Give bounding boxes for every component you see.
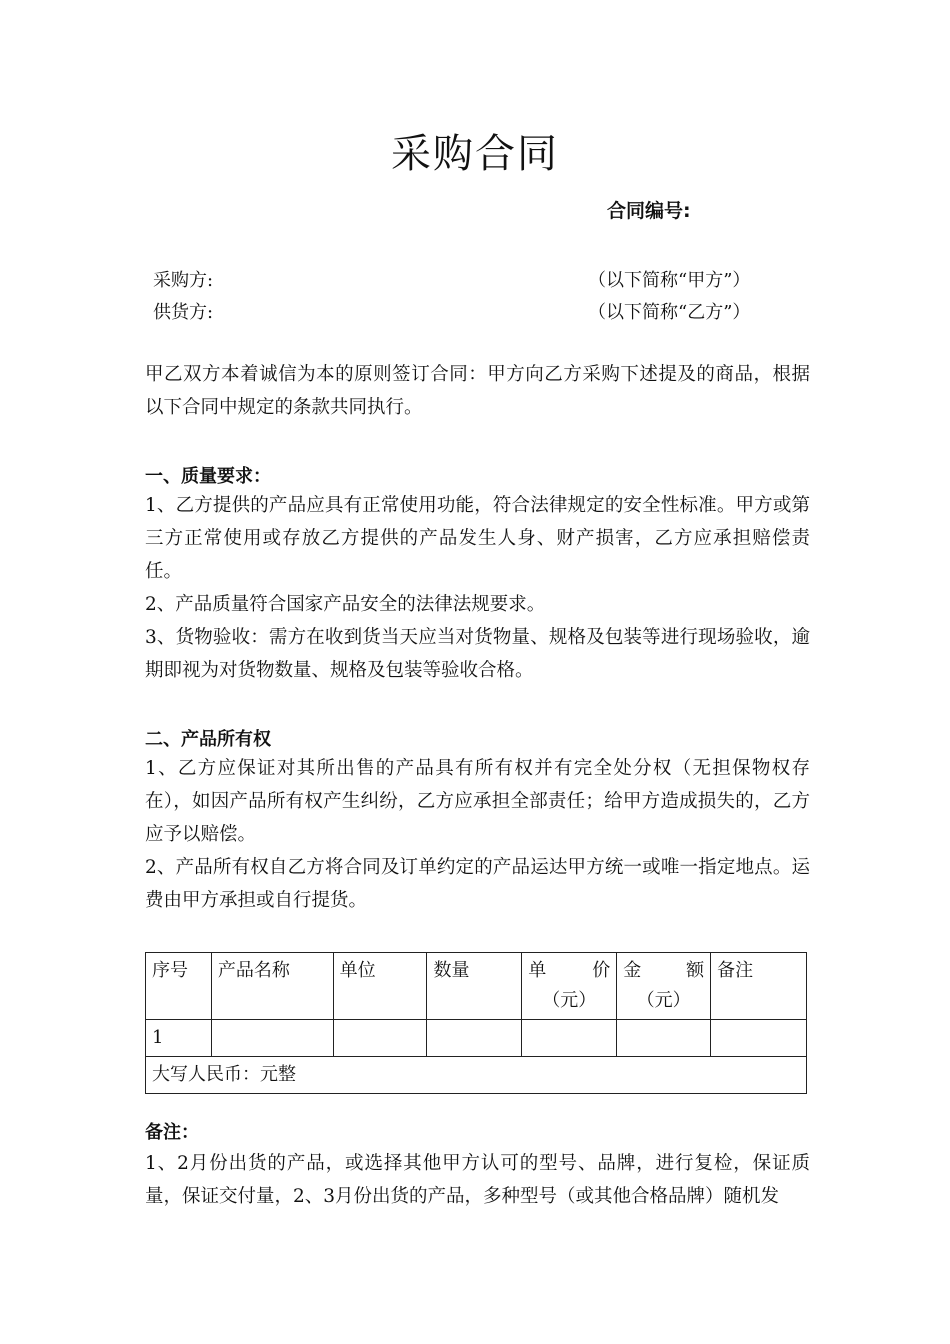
header-text: 额 <box>686 960 705 981</box>
notes-heading: 备注： <box>145 1122 199 1143</box>
table-row <box>146 1020 807 1057</box>
header-quantity: 数量 <box>427 953 522 1020</box>
contract-number-label: 合同编号: <box>607 200 691 222</box>
cell <box>711 1020 807 1057</box>
cell <box>427 1020 522 1057</box>
header-no: 序号 <box>146 953 212 1020</box>
section2-item: 2、产品所有权自乙方将合同及订单约定的产品运达甲方统一或唯一指定地点。运费由甲方承担或自行提货。 <box>145 857 810 911</box>
notes-paragraph: 1、2月份出货的产品，或选择其他甲方认可的型号、品牌，进行复检，保证质量，保证交付量，2、3月份出货的产品，多种型号（或其他合格品牌）随机发 <box>145 1153 810 1207</box>
cell-no: 1 <box>146 1020 212 1057</box>
table-total-row <box>146 1057 807 1094</box>
header-remark: 备注 <box>711 953 807 1020</box>
table-header-row <box>146 953 807 1020</box>
supplier-note: （以下简称“乙方”） <box>588 302 751 323</box>
header-text: 金 <box>623 960 642 981</box>
header-text: （元） <box>636 990 691 1011</box>
supplier-label: 供货方: <box>153 302 214 323</box>
buyer-note: （以下简称“甲方”） <box>588 270 751 291</box>
section2-heading: 二、产品所有权 <box>145 729 271 750</box>
section1-item: 2、产品质量符合国家产品安全的法律法规要求。 <box>145 594 546 615</box>
buyer-label: 采购方: <box>153 270 214 291</box>
section1-heading: 一、质量要求： <box>145 466 271 487</box>
cell <box>211 1020 333 1057</box>
section2-item: 1、乙方应保证对其所出售的产品具有所有权并有完全处分权（无担保物权存在），如因产品所有权产生纠纷，乙方应承担全部责任；给甲方造成损失的，乙方应予以赔偿。 <box>145 758 810 845</box>
cell <box>522 1020 617 1057</box>
header-amount <box>617 953 711 1020</box>
cell <box>617 1020 711 1057</box>
product-table <box>145 952 807 1094</box>
cell <box>333 1020 427 1057</box>
section1-item: 3、货物验收：需方在收到货当天应当对货物量、规格及包装等进行现场验收，逾期即视为对货物数量、规格及包装等验收合格。 <box>145 627 810 681</box>
total-amount-cell: 大写人民币：元整 <box>146 1057 807 1094</box>
document-title: 采购合同 <box>391 131 559 177</box>
header-text: 价 <box>592 960 611 981</box>
section1-item: 1、乙方提供的产品应具有正常使用功能，符合法律规定的安全性标准。甲方或第三方正常使用或存放乙方提供的产品发生人身、财产损害，乙方应承担赔偿责任。 <box>145 495 810 582</box>
header-text: 单 <box>528 960 547 981</box>
header-unit-price <box>522 953 617 1020</box>
header-text: （元） <box>542 990 597 1011</box>
header-product-name: 产品名称 <box>211 953 333 1020</box>
intro-paragraph: 甲乙双方本着诚信为本的原则签订合同：甲方向乙方采购下述提及的商品，根据以下合同中规定的条款共同执行。 <box>145 364 810 418</box>
header-unit: 单位 <box>333 953 427 1020</box>
